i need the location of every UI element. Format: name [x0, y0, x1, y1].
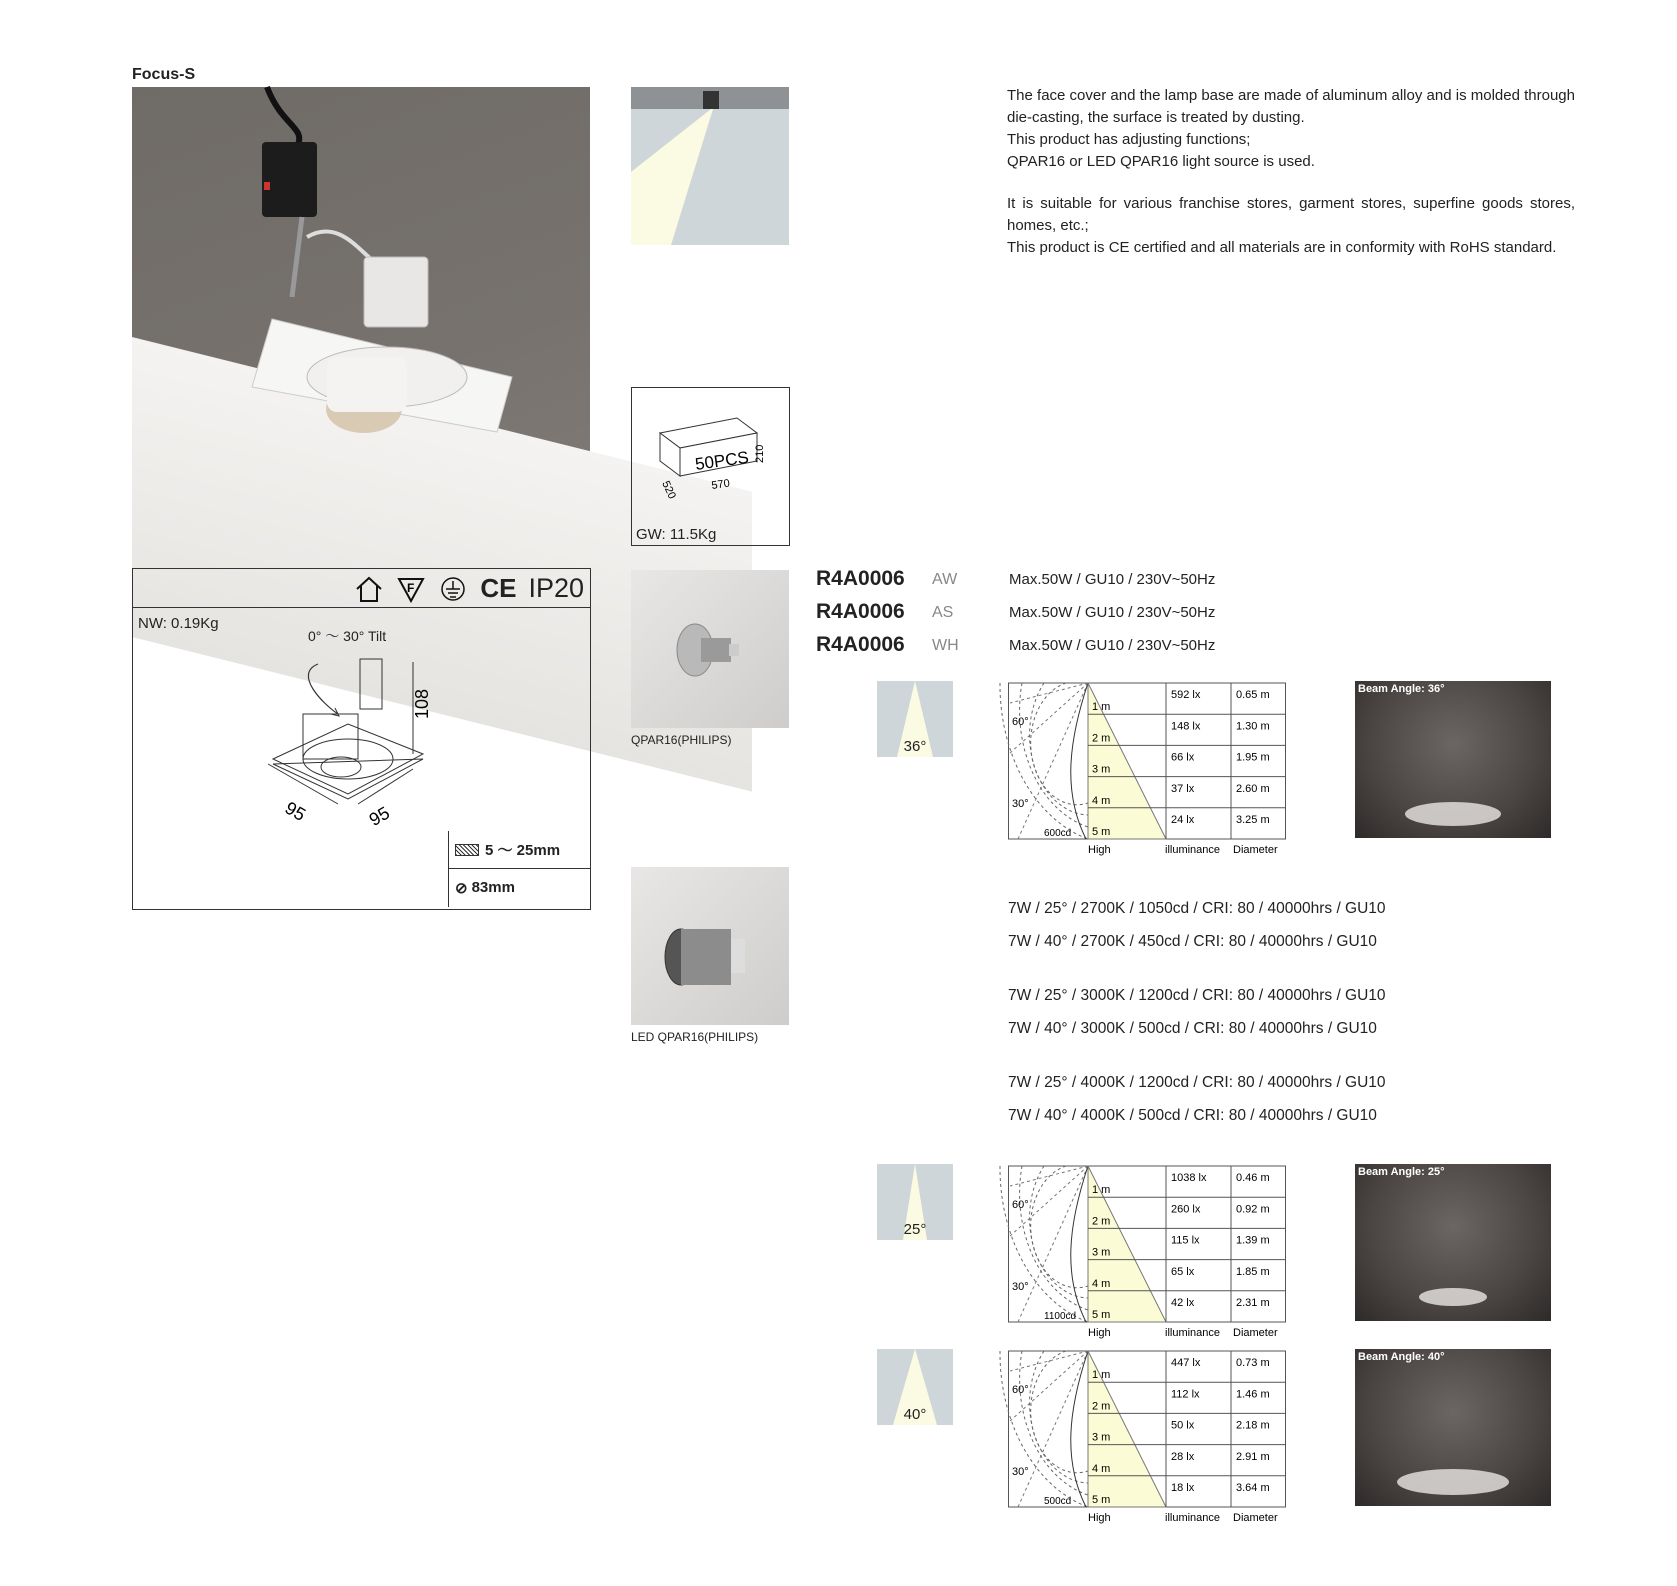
diameter-value: 0.65 m	[1236, 689, 1270, 702]
ceiling-thickness-icon	[455, 844, 479, 856]
isolux-diagram-3	[1008, 1349, 1286, 1524]
diameter-value: 0.46 m	[1236, 1172, 1270, 1185]
diameter-value: 0.92 m	[1236, 1203, 1270, 1216]
beam-render-label: Beam Angle: 25°	[1358, 1166, 1445, 1178]
cutout-size: ⊘ 83mm	[449, 868, 590, 906]
light-pool-icon	[1355, 681, 1551, 838]
net-weight: NW: 0.19Kg	[138, 615, 219, 632]
indoor-icon	[354, 575, 384, 603]
fixture-drawing	[263, 644, 563, 844]
model-spec-2: Max.50W / GU10 / 230V~50Hz	[1009, 604, 1216, 621]
model-finish-3: WH	[932, 637, 959, 654]
package-width: 570	[710, 477, 731, 492]
model-spec-3: Max.50W / GU10 / 230V~50Hz	[1009, 637, 1216, 654]
polar-arc	[1000, 683, 1088, 839]
distance-label: 2 m	[1092, 1215, 1111, 1228]
led-lamp-icon	[631, 867, 789, 1025]
cutout-icon: ⊘	[455, 879, 468, 897]
distance-label: 4 m	[1092, 1277, 1111, 1290]
axis-label-illuminance: illuminance	[1165, 844, 1221, 856]
beam-angle-tile-2	[877, 1164, 953, 1240]
illuminance-value: 65 lx	[1171, 1265, 1195, 1278]
description-para-2: It is suitable for various franchise stores, garment stores, superfine goods stores, homes, etc.; This product is CE certified and all materials are in conformity with RoHS standard.	[1007, 195, 1575, 256]
illuminance-value: 115 lx	[1171, 1234, 1200, 1247]
f-mark-icon	[396, 575, 426, 603]
model-code-2: R4A0006	[816, 600, 905, 623]
diameter-value: 1.39 m	[1236, 1234, 1270, 1247]
lamp-caption-2: LED QPAR16(PHILIPS)	[631, 1030, 759, 1044]
ip-rating: IP20	[528, 573, 584, 603]
gross-weight: GW: 11.5Kg	[636, 526, 717, 543]
intensity-curve	[1071, 1166, 1088, 1322]
distance-label: 2 m	[1092, 732, 1111, 745]
led-spec-line: 7W / 25° / 2700K / 1050cd / CRI: 80 / 40000hrs / GU10	[1008, 900, 1386, 917]
axis-label-high: High	[1088, 844, 1111, 856]
diameter-value: 2.18 m	[1236, 1419, 1270, 1432]
axis-label-diameter: Diameter	[1233, 1512, 1278, 1524]
mounting-info	[448, 831, 590, 907]
diameter-value: 2.60 m	[1236, 782, 1270, 795]
beam-angle-tile-1	[877, 681, 953, 757]
candela-label: 1100cd	[1044, 1311, 1077, 1322]
candela-label: 600cd	[1044, 828, 1072, 839]
illuminance-value: 42 lx	[1171, 1297, 1195, 1309]
angle-30-label: 30°	[1012, 798, 1029, 810]
model-finish-1: AW	[932, 571, 958, 588]
distance-label: 5 m	[1092, 1309, 1111, 1321]
illuminance-value: 592 lx	[1171, 689, 1201, 702]
beam-render-label: Beam Angle: 40°	[1358, 1351, 1445, 1363]
lamp-photo-qpar16	[631, 570, 789, 728]
diameter-value: 1.85 m	[1236, 1265, 1270, 1278]
distance-label: 2 m	[1092, 1400, 1111, 1413]
beam-angle-label: 36°	[903, 738, 927, 755]
package-depth: 520	[659, 479, 678, 501]
diameter-value: 2.31 m	[1236, 1297, 1270, 1309]
beam-illustration	[631, 87, 789, 245]
intensity-curve	[1071, 1351, 1088, 1507]
package-info	[631, 387, 790, 546]
polar-arc	[1000, 1166, 1088, 1322]
ceiling-thickness: 5 ～ 25mm	[449, 831, 590, 868]
product-photo	[132, 87, 590, 545]
diameter-value: 3.25 m	[1236, 814, 1270, 826]
axis-label-illuminance: illuminance	[1165, 1512, 1221, 1524]
beam-angle-label: 25°	[903, 1221, 927, 1238]
svg-text:F: F	[407, 580, 415, 595]
model-finish-2: AS	[932, 604, 954, 621]
axis-label-diameter: Diameter	[1233, 844, 1278, 856]
illuminance-value: 148 lx	[1171, 720, 1201, 733]
distance-label: 1 m	[1092, 701, 1111, 714]
model-spec-1: Max.50W / GU10 / 230V~50Hz	[1009, 571, 1216, 588]
model-code-1: R4A0006	[816, 567, 905, 590]
polar-arc	[1020, 1166, 1088, 1310]
led-spec-line: 7W / 40° / 2700K / 450cd / CRI: 80 / 40000hrs / GU10	[1008, 933, 1377, 950]
polar-arc	[1000, 1351, 1088, 1507]
polar-arc	[1020, 683, 1088, 827]
diameter-value: 1.95 m	[1236, 751, 1270, 764]
description-para-1: The face cover and the lamp base are made of aluminum alloy and is molded through die-casting, the surface is treated by dusting. This product has adjusting functions; QPAR16 or LED QPAR16 light source is used.	[1007, 87, 1575, 170]
beam-angle-label: 40°	[903, 1406, 927, 1423]
distance-label: 3 m	[1092, 1246, 1111, 1259]
dimension-height: 108	[412, 688, 432, 719]
lamp-caption-1: QPAR16(PHILIPS)	[631, 733, 732, 747]
beam-render-label: Beam Angle: 36°	[1358, 683, 1445, 695]
axis-label-illuminance: illuminance	[1165, 1327, 1221, 1339]
led-spec-line: 7W / 40° / 3000K / 500cd / CRI: 80 / 40000hrs / GU10	[1008, 1020, 1377, 1037]
diameter-value: 3.64 m	[1236, 1482, 1270, 1494]
dimension-width-1: 95	[281, 797, 310, 825]
distance-label: 4 m	[1092, 794, 1111, 807]
earth-ground-icon	[438, 575, 468, 603]
distance-label: 3 m	[1092, 763, 1111, 776]
beam-render-3	[1355, 1349, 1551, 1506]
spec-drawing-box	[132, 568, 591, 910]
polar-arc	[1020, 1351, 1088, 1495]
package-box-icon	[632, 388, 789, 518]
axis-label-diameter: Diameter	[1233, 1327, 1278, 1339]
intensity-curve	[1071, 683, 1088, 839]
halogen-lamp-icon	[631, 570, 789, 728]
product-title: Focus-S	[132, 66, 196, 83]
axis-label-high: High	[1088, 1327, 1111, 1339]
illuminance-value: 18 lx	[1171, 1482, 1195, 1494]
led-spec-line: 7W / 25° / 4000K / 1200cd / CRI: 80 / 40000hrs / GU10	[1008, 1074, 1386, 1091]
led-spec-line: 7W / 40° / 4000K / 500cd / CRI: 80 / 40000hrs / GU10	[1008, 1107, 1377, 1124]
illuminance-value: 447 lx	[1171, 1357, 1201, 1370]
illuminance-value: 37 lx	[1171, 782, 1195, 795]
illuminance-value: 50 lx	[1171, 1419, 1195, 1432]
beam-angle-tile-3	[877, 1349, 953, 1425]
distance-label: 4 m	[1092, 1462, 1111, 1475]
angle-60-label: 60°	[1012, 716, 1029, 728]
illuminance-value: 112 lx	[1171, 1388, 1200, 1401]
distance-label: 3 m	[1092, 1431, 1111, 1444]
angle-30-label: 30°	[1012, 1466, 1029, 1478]
illuminance-value: 24 lx	[1171, 814, 1195, 826]
diameter-value: 1.46 m	[1236, 1388, 1270, 1401]
tilt-range: 0° ～ 30° Tilt	[308, 628, 387, 644]
distance-label: 1 m	[1092, 1184, 1111, 1197]
isolux-diagram-2	[1008, 1164, 1286, 1339]
candela-label: 500cd	[1044, 1496, 1072, 1507]
axis-label-high: High	[1088, 1512, 1111, 1524]
led-spec-line: 7W / 25° / 3000K / 1200cd / CRI: 80 / 40000hrs / GU10	[1008, 987, 1386, 1004]
light-pool-icon	[1355, 1349, 1551, 1506]
isolux-diagram-1	[1008, 681, 1286, 856]
cert-icons	[354, 573, 584, 604]
spec-divider	[133, 607, 590, 608]
package-qty: 50PCS	[693, 447, 750, 474]
beam-illustration-svg	[631, 87, 789, 245]
light-pool-icon	[1355, 1164, 1551, 1321]
angle-60-label: 60°	[1012, 1384, 1029, 1396]
diameter-value: 1.30 m	[1236, 720, 1270, 733]
illuminance-value: 28 lx	[1171, 1450, 1195, 1463]
distance-label: 5 m	[1092, 826, 1111, 838]
illuminance-value: 1038 lx	[1171, 1172, 1207, 1185]
lamp-photo-led-qpar16	[631, 867, 789, 1025]
model-code-3: R4A0006	[816, 633, 905, 656]
angle-30-label: 30°	[1012, 1281, 1029, 1293]
illuminance-value: 66 lx	[1171, 751, 1195, 764]
distance-label: 5 m	[1092, 1494, 1111, 1506]
dimension-width-2: 95	[365, 802, 394, 830]
diameter-value: 0.73 m	[1236, 1357, 1270, 1370]
beam-render-2	[1355, 1164, 1551, 1321]
distance-label: 1 m	[1092, 1369, 1111, 1382]
diameter-value: 2.91 m	[1236, 1450, 1270, 1463]
illuminance-value: 260 lx	[1171, 1203, 1201, 1216]
downlight-illustration	[132, 87, 590, 545]
angle-60-label: 60°	[1012, 1199, 1029, 1211]
package-height: 210	[754, 444, 766, 463]
beam-render-1	[1355, 681, 1551, 838]
ce-mark: CE	[480, 573, 517, 603]
product-description	[1007, 85, 1575, 271]
